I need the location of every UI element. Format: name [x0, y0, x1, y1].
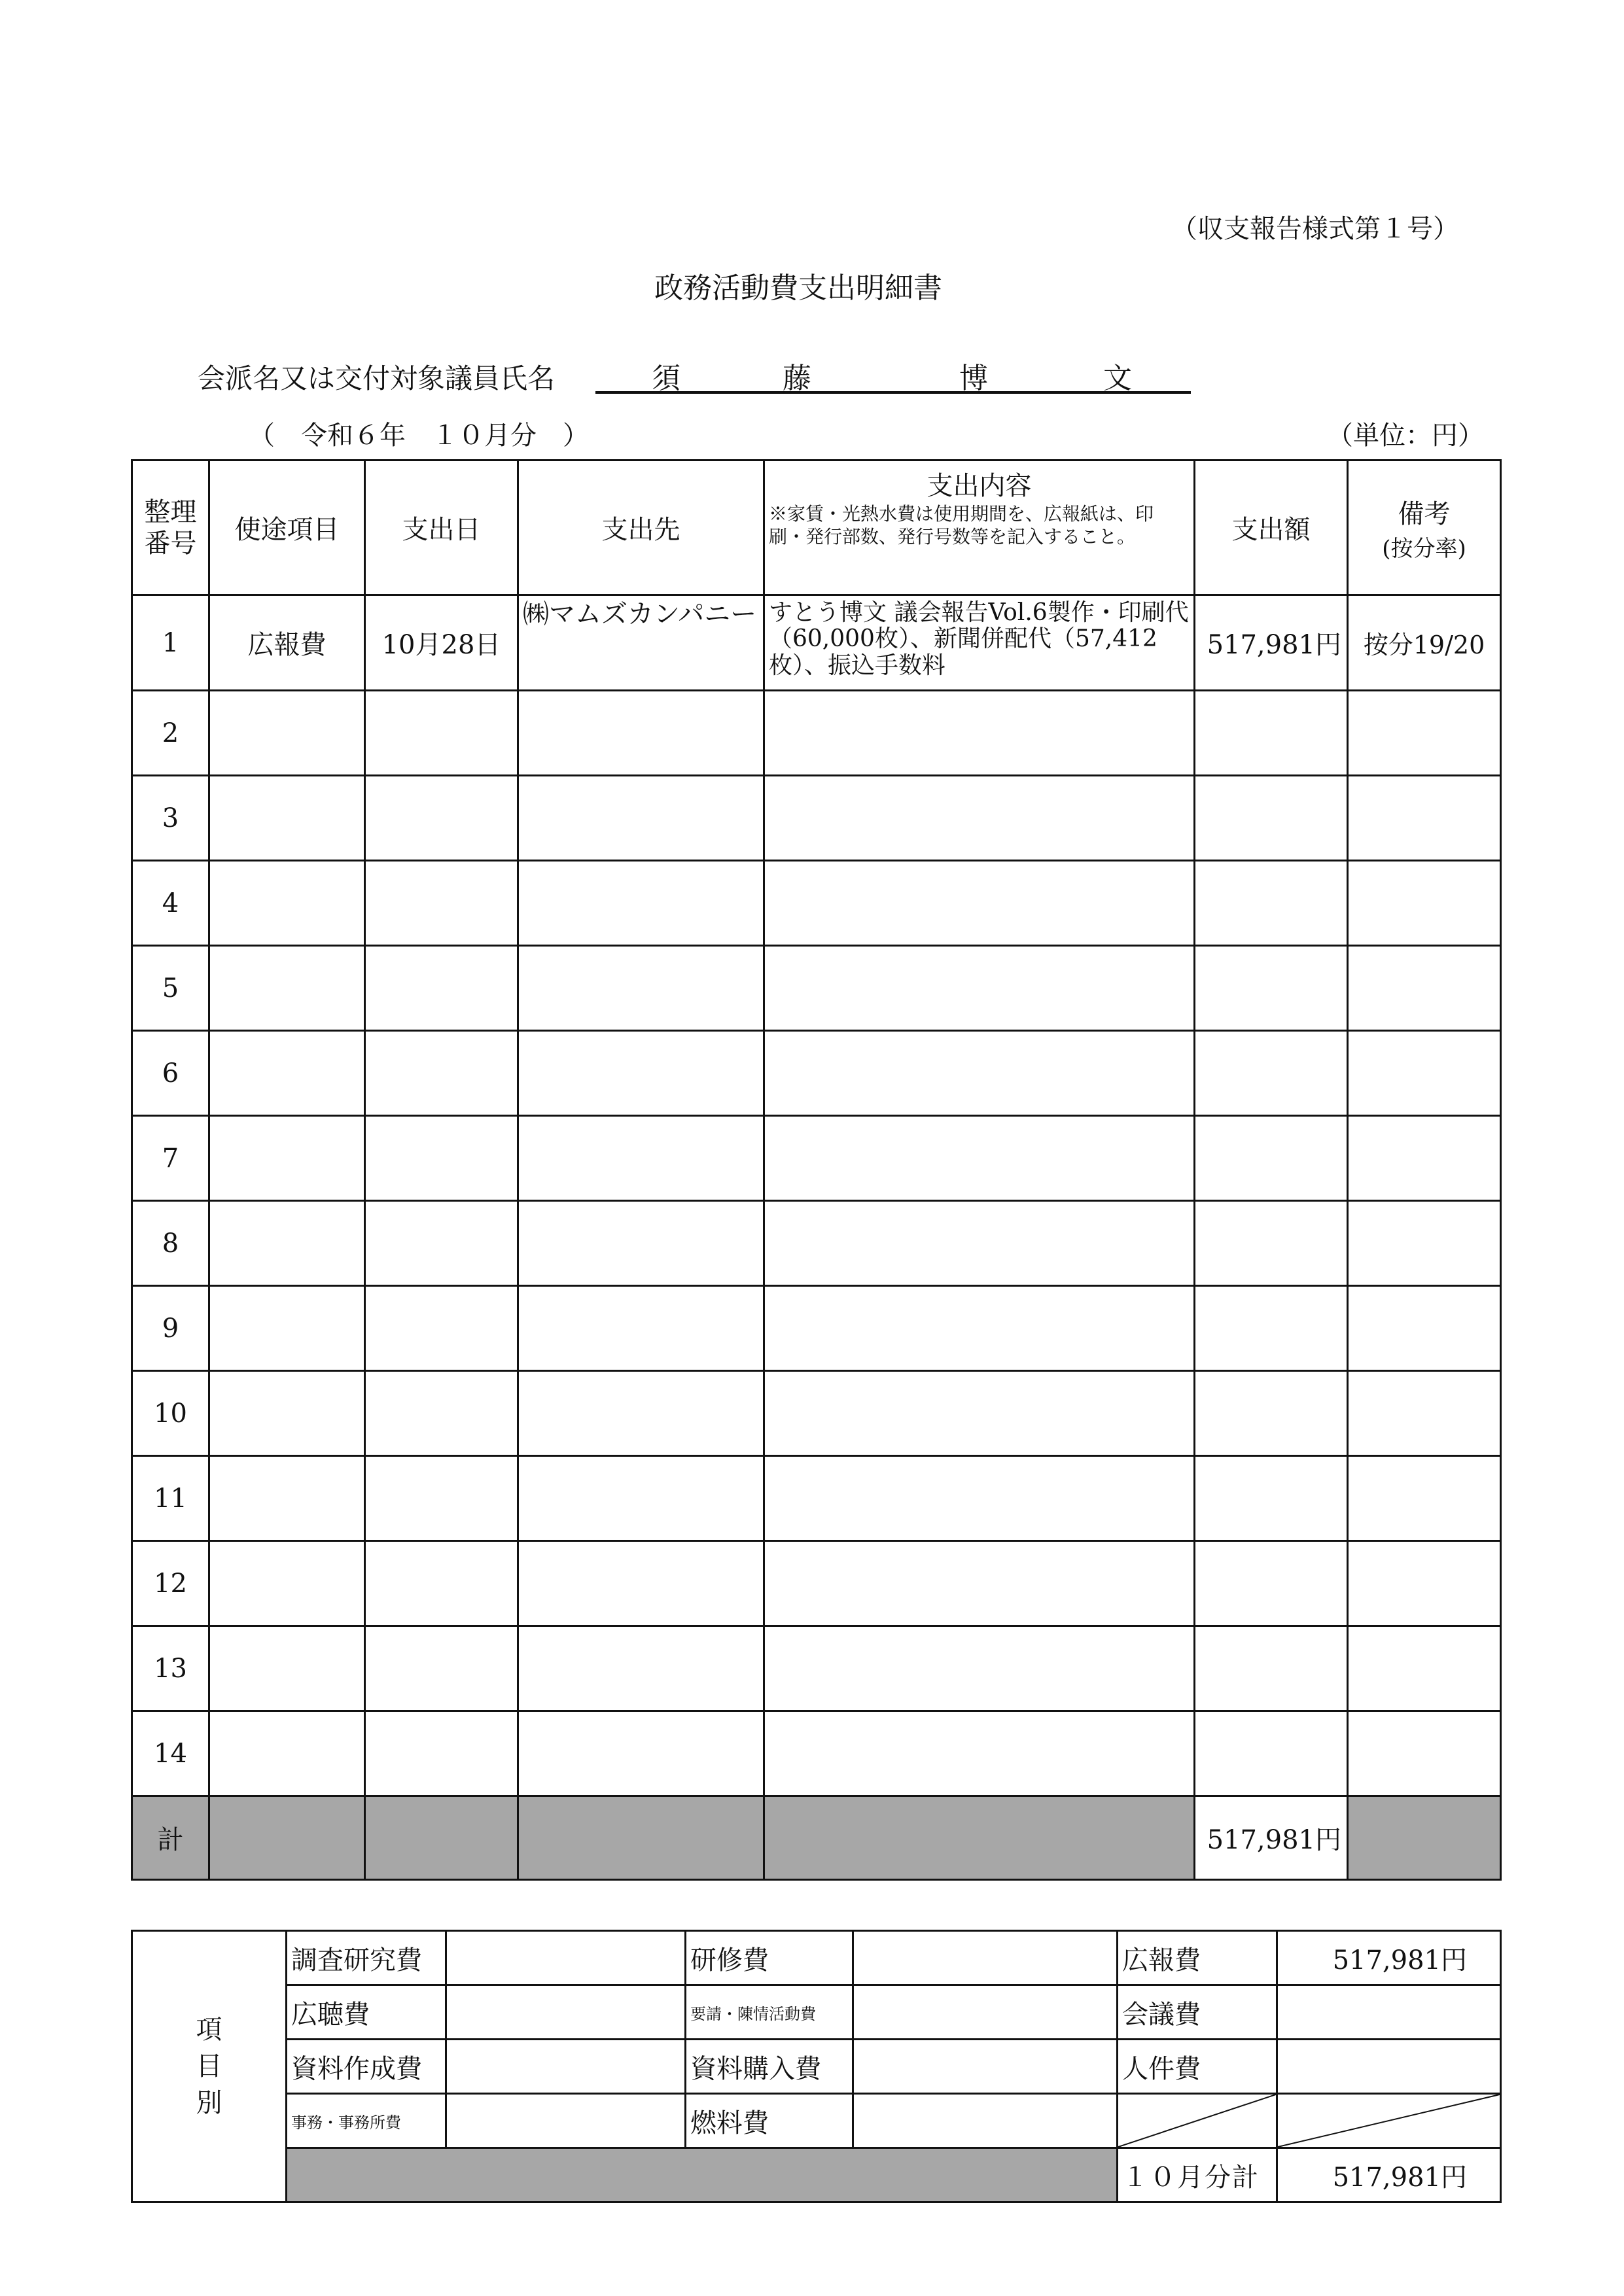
category-gray-band: [287, 2148, 1118, 2202]
category-label: 広報費: [1118, 1931, 1277, 1985]
document-title: 政務活動費支出明細書: [654, 271, 942, 305]
table-row: [132, 1626, 1501, 1711]
content-cell: [764, 1201, 1195, 1286]
category-value: [853, 1931, 1118, 1985]
total-empty-cell: [1348, 1796, 1501, 1880]
row-number: 3: [132, 776, 209, 861]
remarks-cell: [1348, 1201, 1501, 1286]
table-row: [132, 861, 1501, 946]
content-cell: [764, 1031, 1195, 1116]
row-number: 1: [132, 595, 209, 691]
row-number: 2: [132, 691, 209, 776]
date-cell: [365, 1286, 518, 1371]
header-purpose: 使途項目: [209, 461, 365, 595]
row-number: 12: [132, 1541, 209, 1626]
purpose-cell: 広報費: [209, 595, 365, 691]
category-value: [446, 1985, 686, 2040]
amount-cell: [1195, 1116, 1348, 1201]
remarks-cell: [1348, 691, 1501, 776]
payee-cell: [518, 946, 764, 1031]
remarks-cell: 按分19/20: [1348, 595, 1501, 691]
date-cell: [365, 1031, 518, 1116]
total-empty-cell: [365, 1796, 518, 1880]
remarks-cell: [1348, 1031, 1501, 1116]
table-row: [132, 1286, 1501, 1371]
row-number: 5: [132, 946, 209, 1031]
remarks-cell: [1348, 1711, 1501, 1796]
name-char: 藤: [783, 362, 811, 395]
amount-cell: [1195, 1286, 1348, 1371]
payee-cell: [518, 1116, 764, 1201]
amount-cell: [1195, 861, 1348, 946]
row-number: 6: [132, 1031, 209, 1116]
category-value: [446, 2094, 686, 2148]
name-label: 会派名又は交付対象議員氏名: [198, 362, 556, 394]
table-row: [132, 1116, 1501, 1201]
date-cell: [365, 1626, 518, 1711]
category-value: [1277, 2040, 1501, 2094]
payee-cell: [518, 1201, 764, 1286]
header-no: 整理 番号: [132, 461, 209, 595]
payee-cell: [518, 1286, 764, 1371]
name-char: 博: [959, 362, 988, 395]
purpose-cell: [209, 1286, 365, 1371]
purpose-cell: [209, 1626, 365, 1711]
category-label: 調査研究費: [287, 1931, 446, 1985]
date-cell: [365, 1711, 518, 1796]
remarks-cell: [1348, 776, 1501, 861]
remarks-cell: [1348, 1541, 1501, 1626]
unit-label: （単位：円）: [1327, 421, 1484, 451]
diagonal-cell: [1118, 2094, 1277, 2148]
category-value: [853, 2094, 1118, 2148]
category-value: [446, 1931, 686, 1985]
header-content-title: 支出内容: [927, 471, 1032, 501]
amount-cell: [1195, 776, 1348, 861]
purpose-cell: [209, 691, 365, 776]
amount-cell: [1195, 1626, 1348, 1711]
header-payee: 支出先: [518, 461, 764, 595]
amount-cell: [1195, 1541, 1348, 1626]
amount-cell: [1195, 1201, 1348, 1286]
row-number: 4: [132, 861, 209, 946]
name-char: 須: [652, 362, 680, 395]
row-number: 10: [132, 1371, 209, 1456]
total-empty-cell: [764, 1796, 1195, 1880]
header-content-note: ※家賃・光熱水費は使用期間を、広報紙は、印刷・発行部数、発行号数等を記入すること。: [769, 503, 1154, 548]
purpose-cell: [209, 946, 365, 1031]
amount-cell: [1195, 1456, 1348, 1541]
row-number: 13: [132, 1626, 209, 1711]
content-cell: [764, 1541, 1195, 1626]
content-cell: [764, 861, 1195, 946]
content-cell: [764, 946, 1195, 1031]
table-row: [132, 1541, 1501, 1626]
header-date: 支出日: [365, 461, 518, 595]
date-cell: [365, 776, 518, 861]
category-label: 会議費: [1118, 1985, 1277, 2040]
category-value: 517,981円: [1277, 1931, 1501, 1985]
category-label: 資料購入費: [686, 2040, 853, 2094]
table-row: [132, 1031, 1501, 1116]
date-cell: [365, 861, 518, 946]
date-cell: [365, 1116, 518, 1201]
category-label: 資料作成費: [287, 2040, 446, 2094]
category-label: 研修費: [686, 1931, 853, 1985]
table-row: [132, 1456, 1501, 1541]
row-number: 9: [132, 1286, 209, 1371]
amount-cell: [1195, 691, 1348, 776]
remarks-cell: [1348, 861, 1501, 946]
remarks-cell: [1348, 1116, 1501, 1201]
category-table: [131, 1930, 1502, 2203]
header-content: [764, 461, 1195, 595]
content-cell: [764, 1626, 1195, 1711]
purpose-cell: [209, 1541, 365, 1626]
content-cell: [764, 1711, 1195, 1796]
table-row: [132, 1371, 1501, 1456]
date-cell: [365, 1201, 518, 1286]
purpose-cell: [209, 1711, 365, 1796]
payee-cell: [518, 1711, 764, 1796]
category-label: 広聴費: [287, 1985, 446, 2040]
table-row: [132, 776, 1501, 861]
row-number: 7: [132, 1116, 209, 1201]
payee-cell: [518, 1456, 764, 1541]
category-value: [853, 1985, 1118, 2040]
remarks-cell: [1348, 1286, 1501, 1371]
payee-cell: [518, 1371, 764, 1456]
amount-cell: [1195, 1711, 1348, 1796]
purpose-cell: [209, 1201, 365, 1286]
date-cell: [365, 1371, 518, 1456]
payee-cell: ㈱マムズカンパニー: [518, 595, 764, 691]
category-side-label: 項 目 別: [132, 1931, 287, 2202]
content-cell: [764, 1371, 1195, 1456]
category-label: 事務・事務所費: [287, 2094, 446, 2148]
amount-cell: [1195, 1371, 1348, 1456]
payee-cell: [518, 691, 764, 776]
table-row: [132, 595, 1501, 691]
remarks-cell: [1348, 946, 1501, 1031]
diagonal-cell: [1277, 2094, 1501, 2148]
total-row: [132, 1796, 1501, 1880]
table-row: [132, 1711, 1501, 1796]
table-row: [132, 691, 1501, 776]
month-total-value: 517,981円: [1277, 2148, 1501, 2202]
header-remarks: [1348, 461, 1501, 595]
purpose-cell: [209, 1456, 365, 1541]
purpose-cell: [209, 1116, 365, 1201]
header-remarks-title: 備考: [1398, 498, 1451, 529]
category-value: [446, 2040, 686, 2094]
amount-cell: [1195, 1031, 1348, 1116]
payee-cell: [518, 776, 764, 861]
table-row: [132, 1201, 1501, 1286]
payee-cell: [518, 861, 764, 946]
form-number: （収支報告様式第１号）: [1171, 214, 1459, 244]
row-number: 8: [132, 1201, 209, 1286]
content-cell: [764, 776, 1195, 861]
category-value: [853, 2040, 1118, 2094]
remarks-cell: [1348, 1626, 1501, 1711]
purpose-cell: [209, 776, 365, 861]
month-total-label: １０月分計: [1118, 2148, 1277, 2202]
total-amount: 517,981円: [1195, 1796, 1348, 1880]
amount-cell: 517,981円: [1195, 595, 1348, 691]
content-cell: [764, 1116, 1195, 1201]
name-char: 文: [1103, 362, 1132, 395]
date-cell: [365, 691, 518, 776]
date-cell: 10月28日: [365, 595, 518, 691]
total-label: 計: [132, 1796, 209, 1880]
payee-cell: [518, 1626, 764, 1711]
content-cell: [764, 1286, 1195, 1371]
date-cell: [365, 946, 518, 1031]
row-number: 14: [132, 1711, 209, 1796]
category-label: 人件費: [1118, 2040, 1277, 2094]
amount-cell: [1195, 946, 1348, 1031]
category-label: 燃料費: [686, 2094, 853, 2148]
remarks-cell: [1348, 1456, 1501, 1541]
table-row: [132, 946, 1501, 1031]
date-cell: [365, 1541, 518, 1626]
content-cell: [764, 691, 1195, 776]
header-amount: 支出額: [1195, 461, 1348, 595]
total-empty-cell: [518, 1796, 764, 1880]
expenditure-table: [131, 459, 1502, 1881]
date-cell: [365, 1456, 518, 1541]
remarks-cell: [1348, 1371, 1501, 1456]
payee-cell: [518, 1541, 764, 1626]
name-underline: [595, 391, 1191, 394]
header-remarks-sub: (按分率): [1382, 535, 1466, 562]
purpose-cell: [209, 1031, 365, 1116]
table-header-row: [132, 461, 1501, 595]
purpose-cell: [209, 1371, 365, 1456]
category-value: [1277, 1985, 1501, 2040]
row-number: 11: [132, 1456, 209, 1541]
category-label: 要請・陳情活動費: [686, 1985, 853, 2040]
payee-cell: [518, 1031, 764, 1116]
reporting-period: （ 令和６年 １０月分 ）: [249, 421, 589, 451]
purpose-cell: [209, 861, 365, 946]
total-empty-cell: [209, 1796, 365, 1880]
content-cell: [764, 1456, 1195, 1541]
content-cell: すとう博文 議会報告Vol.6製作・印刷代（60,000枚）、新聞併配代（57,412枚）、振込手数料: [764, 595, 1195, 691]
